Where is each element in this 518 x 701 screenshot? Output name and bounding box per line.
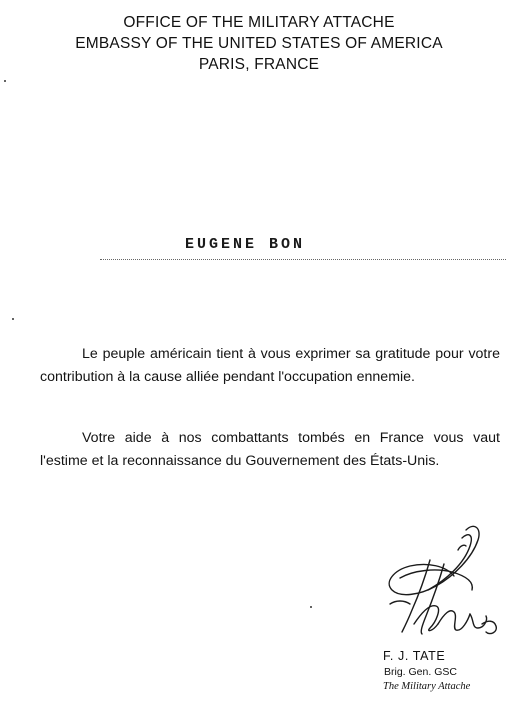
recipient-name: EUGENE BON — [185, 236, 306, 253]
paragraph-2-text: Votre aide à nos combattants tombés en France vous vaut l'estime et la reconnaissance du Gouvernement des États-Unis. — [40, 430, 500, 469]
handwritten-signature — [370, 520, 510, 650]
signatory-block — [383, 648, 513, 694]
signatory-name: F. J. TATE — [383, 649, 446, 663]
signatory-role: The Military Attache — [383, 681, 471, 692]
letterhead — [0, 12, 518, 75]
body-paragraph-1 — [40, 343, 500, 389]
letterhead-office: OFFICE OF THE MILITARY ATTACHE — [123, 14, 395, 31]
paragraph-1-text: Le peuple américain tient à vous exprimer sa gratitude pour votre contribution à la cause alliée pendant l'occupation ennemie. — [40, 346, 500, 385]
body-paragraph-2 — [40, 427, 500, 473]
signatory-rank: Brig. Gen. GSC — [384, 666, 457, 678]
recipient-dotted-line — [100, 259, 506, 260]
paper-speck — [4, 80, 6, 82]
paper-speck — [310, 606, 312, 608]
letterhead-embassy: EMBASSY OF THE UNITED STATES OF AMERICA — [75, 35, 443, 52]
paper-speck — [12, 318, 14, 320]
signature-drawing — [370, 520, 510, 650]
letterhead-city: PARIS, FRANCE — [198, 56, 320, 73]
recipient-block — [100, 236, 506, 262]
